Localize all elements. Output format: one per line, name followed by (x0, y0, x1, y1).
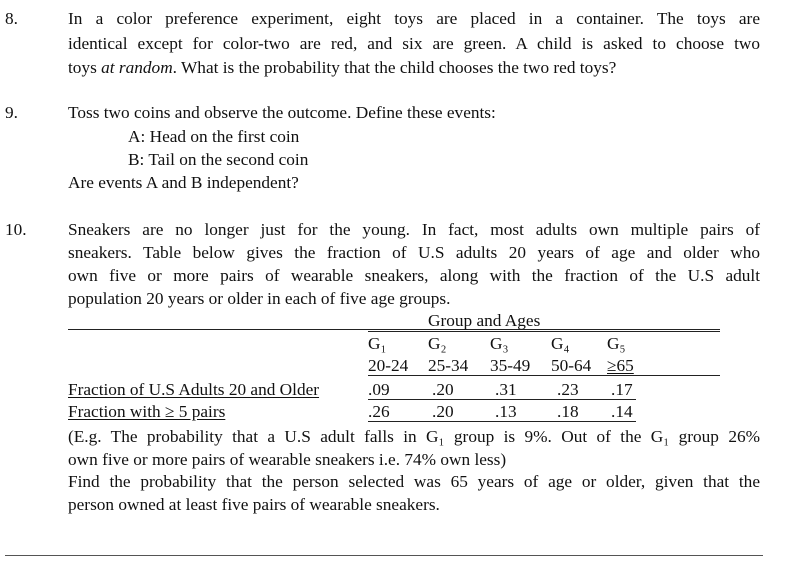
table-group-rule (368, 331, 720, 332)
pairs-g3-value: .13 (495, 402, 517, 421)
adults-g4-value: .23 (557, 380, 579, 399)
question-number-9: 9. (5, 103, 18, 122)
q10-question-line-2: person owned at least five pairs of wearable sneakers. (68, 495, 440, 514)
pairs-g1-value: .26 (368, 402, 390, 421)
q10-example-line-2: own five or more pairs of wearable sneakers i.e. 74% own less) (68, 450, 507, 469)
q8-line-3-end: . What is the probability that the child chooses the two red toys? (172, 58, 617, 77)
table-header-rule (368, 375, 720, 376)
q10-line-3: own five or more pairs of wearable sneakers, along with the fraction of the U.S adult (68, 266, 760, 285)
table-row1-rule (368, 399, 636, 400)
table-row2-rule (368, 421, 636, 422)
group-g5: G₅ (607, 334, 626, 353)
adults-g2-value: .20 (432, 380, 454, 399)
age-range-3: 35-49 (490, 356, 531, 375)
q10-question-line-1: Find the probability that the person selected was 65 years of age or older, given that the (68, 472, 760, 491)
q9-event-a: A: Head on the first coin (128, 127, 300, 146)
pairs-g4-value: .18 (557, 402, 579, 421)
q9-question: Are events A and B independent? (68, 173, 299, 192)
table-top-rule (68, 329, 720, 330)
pairs-g5-value: .14 (611, 402, 633, 421)
page-bottom-divider (5, 555, 763, 556)
adults-g1-value: .09 (368, 380, 390, 399)
age-range-2: 25-34 (428, 356, 469, 375)
age-range-5: ≥65 (607, 356, 634, 375)
q9-event-b: B: Tail on the second coin (128, 150, 309, 169)
group-g2: G₂ (428, 334, 447, 353)
q10-example-line-1: (E.g. The probability that a U.S adult falls in G₁ group is 9%. Out of the G₁ group 26% (68, 427, 760, 446)
age-range-1: 20-24 (368, 356, 409, 375)
q8-line-3-start: toys (68, 58, 102, 77)
q8-at-random: at random (101, 58, 173, 77)
adults-g3-value: .31 (495, 380, 517, 399)
table-group-header: Group and Ages (428, 311, 541, 330)
q10-line-2: sneakers. Table below gives the fraction of U.S adults 20 years of age and older who (68, 243, 760, 262)
group-g3: G₃ (490, 334, 509, 353)
q9-intro: Toss two coins and observe the outcome. Define these events: (68, 103, 496, 122)
q10-line-4: population 20 years or older in each of five age groups. (68, 289, 451, 308)
q10-line-1: Sneakers are no longer just for the young. In fact, most adults own multiple pairs of (68, 220, 760, 239)
group-g4: G₄ (551, 334, 570, 353)
group-g1: G₁ (368, 334, 387, 353)
question-number-8: 8. (5, 9, 18, 28)
question-number-10: 10. (5, 220, 27, 239)
row-label-adults: Fraction of U.S Adults 20 and Older (68, 380, 320, 399)
q8-line-3 (68, 58, 616, 78)
q8-line-2: identical except for color-two are red, and six are green. A child is asked to choose two (68, 34, 760, 53)
pairs-g2-value: .20 (432, 402, 454, 421)
age-range-4: 50-64 (551, 356, 592, 375)
q8-line-1: In a color preference experiment, eight toys are placed in a container. The toys are (68, 9, 760, 28)
row-label-pairs: Fraction with ≥ 5 pairs (68, 402, 226, 421)
adults-g5-value: .17 (611, 380, 633, 399)
